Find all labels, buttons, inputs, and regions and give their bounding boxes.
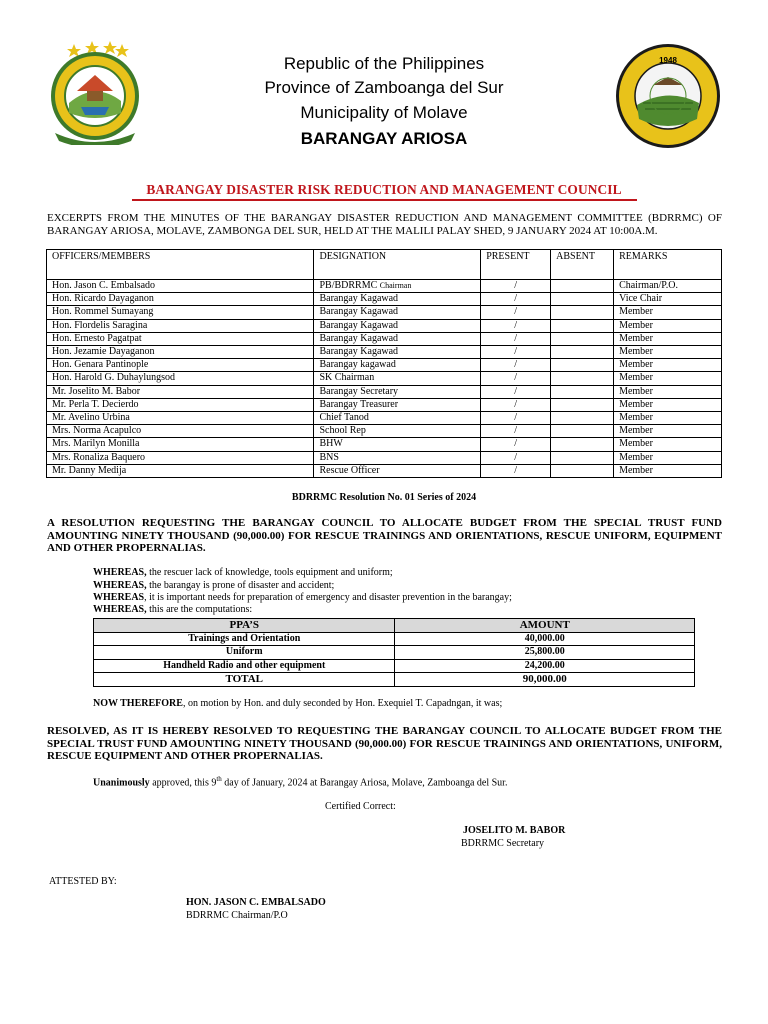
member-absent bbox=[551, 332, 614, 345]
member-name: Hon. Flordelis Saragina bbox=[47, 319, 314, 332]
total-label: TOTAL bbox=[94, 673, 395, 687]
certified-correct: Certified Correct: bbox=[325, 801, 396, 812]
member-absent bbox=[551, 385, 614, 398]
table-row bbox=[47, 359, 722, 372]
attendance-table bbox=[46, 249, 722, 478]
table-row bbox=[47, 372, 722, 385]
ppa-item: Trainings and Orientation bbox=[94, 632, 395, 646]
member-designation: PB/BDRRMC Chairman bbox=[314, 280, 481, 293]
computation-table bbox=[93, 618, 695, 687]
table-row bbox=[47, 332, 722, 345]
ppa-item: Uniform bbox=[94, 646, 395, 660]
member-name: Hon. Ricardo Dayaganon bbox=[47, 293, 314, 306]
member-name: Mr. Perla T. Decierdo bbox=[47, 398, 314, 411]
member-present: / bbox=[481, 372, 551, 385]
member-remarks: Member bbox=[614, 425, 722, 438]
table-row bbox=[47, 425, 722, 438]
member-absent bbox=[551, 412, 614, 425]
table-row bbox=[47, 319, 722, 332]
chairman-name: HON. JASON C. EMBALSADO bbox=[186, 897, 326, 908]
member-absent bbox=[551, 280, 614, 293]
member-present: / bbox=[481, 451, 551, 464]
member-absent bbox=[551, 293, 614, 306]
member-remarks: Member bbox=[614, 319, 722, 332]
member-remarks: Member bbox=[614, 451, 722, 464]
secretary-title: BDRRMC Secretary bbox=[461, 838, 545, 849]
member-absent bbox=[551, 346, 614, 359]
seal-year: 1948 bbox=[659, 56, 677, 65]
resolution-number: BDRRMC Resolution No. 01 Series of 2024 bbox=[291, 492, 477, 503]
title-divider bbox=[132, 199, 637, 201]
resolution-title: A RESOLUTION REQUESTING THE BARANGAY COUNCIL TO ALLOCATE BUDGET FROM THE SPECIAL TRUST FUND AMOUNTING NINETY THOUSAND (90,000.00) FOR RESCUE TRAININGS AND ORIENTATIONS, RESCUE UNIFORM, EQUIPMENT AND OTHER PROPERNALIAS. bbox=[47, 517, 722, 554]
member-present: / bbox=[481, 464, 551, 477]
now-therefore-clause: NOW THEREFORE, on motion by Hon. and duly seconded by Hon. Exequiel T. Capadngan, it was; bbox=[93, 698, 503, 709]
secretary-name: JOSELITO M. BABOR bbox=[463, 825, 566, 836]
member-present: / bbox=[481, 425, 551, 438]
member-designation: SK Chairman bbox=[314, 372, 481, 385]
member-present: / bbox=[481, 412, 551, 425]
member-remarks: Member bbox=[614, 346, 722, 359]
table-row bbox=[47, 385, 722, 398]
member-name: Mrs. Ronaliza Baquero bbox=[47, 451, 314, 464]
member-designation: Barangay kagawad bbox=[314, 359, 481, 372]
member-name: Hon. Ernesto Pagatpat bbox=[47, 332, 314, 345]
total-row bbox=[94, 673, 695, 687]
header-province: Province of Zamboanga del Sur bbox=[264, 78, 504, 97]
member-remarks: Member bbox=[614, 359, 722, 372]
member-absent bbox=[551, 359, 614, 372]
member-absent bbox=[551, 464, 614, 477]
ppa-amount: 40,000.00 bbox=[395, 632, 695, 646]
member-remarks: Chairman/P.O. bbox=[614, 280, 722, 293]
member-remarks: Member bbox=[614, 306, 722, 319]
col-present: PRESENT bbox=[481, 250, 551, 280]
header-municipality: Municipality of Molave bbox=[300, 103, 468, 122]
ppa-item: Handheld Radio and other equipment bbox=[94, 659, 395, 673]
table-row bbox=[47, 346, 722, 359]
member-designation: Barangay Secretary bbox=[314, 385, 481, 398]
table-row bbox=[47, 398, 722, 411]
member-name: Mrs. Marilyn Monilla bbox=[47, 438, 314, 451]
whereas-clause: WHEREAS, the rescuer lack of knowledge, tools equipment and uniform; bbox=[93, 567, 393, 578]
table-row bbox=[47, 280, 722, 293]
table-row bbox=[47, 412, 722, 425]
table-row bbox=[47, 451, 722, 464]
col-remarks: REMARKS bbox=[614, 250, 722, 280]
table-row bbox=[94, 646, 695, 660]
member-name: Hon. Genara Pantinople bbox=[47, 359, 314, 372]
member-designation: Barangay Kagawad bbox=[314, 293, 481, 306]
member-absent bbox=[551, 319, 614, 332]
member-absent bbox=[551, 372, 614, 385]
member-present: / bbox=[481, 398, 551, 411]
minutes-excerpt: EXCERPTS FROM THE MINUTES OF THE BARANGAY DISASTER REDUCTION AND MANAGEMENT COMMITTEE (BDRRMC) OF BARANGAY ARIOSA, MOLAVE, ZAMBONGA DEL SUR, HELD AT THE MALILI PALAY SHED, 9 JANUARY 2024 AT 10:00A.M. bbox=[47, 212, 722, 237]
member-present: / bbox=[481, 359, 551, 372]
member-present: / bbox=[481, 319, 551, 332]
resolved-clause: RESOLVED, AS IT IS HEREBY RESOLVED TO REQUESTING THE BARANGAY COUNCIL TO ALLOCATE BUDGET FROM THE SPECIAL TRUST FUND AMOUNTING NINETY THOUSAND (90,000.00) FOR RESCUE TRAININGS AND ORIENTATIONS, UNIFORM, RESCUE EQUIPMENT AND OTHER PROPERNALIAS. bbox=[47, 725, 722, 762]
member-present: / bbox=[481, 306, 551, 319]
member-present: / bbox=[481, 438, 551, 451]
whereas-clause: WHEREAS, it is important needs for preparation of emergency and disaster prevention in the barangay; bbox=[93, 592, 512, 603]
member-absent bbox=[551, 425, 614, 438]
council-title: BARANGAY DISASTER RISK REDUCTION AND MANAGEMENT COUNCIL bbox=[146, 182, 622, 197]
ppa-amount: 24,200.00 bbox=[395, 659, 695, 673]
member-name: Mr. Danny Medija bbox=[47, 464, 314, 477]
member-designation: Barangay Kagawad bbox=[314, 319, 481, 332]
table-row bbox=[47, 293, 722, 306]
member-absent bbox=[551, 438, 614, 451]
col-ppas: PPA’S bbox=[94, 619, 395, 633]
col-absent: ABSENT bbox=[551, 250, 614, 280]
col-amount: AMOUNT bbox=[395, 619, 695, 633]
member-present: / bbox=[481, 280, 551, 293]
chairman-title: BDRRMC Chairman/P.O bbox=[186, 910, 288, 921]
member-designation: Rescue Officer bbox=[314, 464, 481, 477]
member-present: / bbox=[481, 332, 551, 345]
whereas-clause: WHEREAS, the barangay is prone of disaster and accident; bbox=[93, 580, 335, 591]
approval-statement: Unanimously approved, this 9th day of January, 2024 at Barangay Ariosa, Molave, Zamboanga del Sur. bbox=[93, 775, 508, 789]
member-remarks: Member bbox=[614, 438, 722, 451]
ppa-amount: 25,800.00 bbox=[395, 646, 695, 660]
member-absent bbox=[551, 398, 614, 411]
member-name: Hon. Jezamie Dayaganon bbox=[47, 346, 314, 359]
table-row bbox=[47, 464, 722, 477]
member-name: Hon. Jason C. Embalsado bbox=[47, 280, 314, 293]
table-row bbox=[94, 632, 695, 646]
whereas-clause: WHEREAS, this are the computations: bbox=[93, 604, 253, 615]
member-remarks: Member bbox=[614, 464, 722, 477]
member-name: Mr. Avelino Urbina bbox=[47, 412, 314, 425]
member-designation: Barangay Kagawad bbox=[314, 346, 481, 359]
member-name: Hon. Rommel Sumayang bbox=[47, 306, 314, 319]
header-republic: Republic of the Philippines bbox=[283, 54, 485, 73]
member-name: Hon. Harold G. Duhaylungsod bbox=[47, 372, 314, 385]
member-designation: BNS bbox=[314, 451, 481, 464]
member-name: Mrs. Norma Acapulco bbox=[47, 425, 314, 438]
attested-by: ATTESTED BY: bbox=[49, 876, 117, 887]
member-absent bbox=[551, 306, 614, 319]
table-row bbox=[47, 306, 722, 319]
col-officers: OFFICERS/MEMBERS bbox=[47, 250, 314, 280]
table-row bbox=[94, 659, 695, 673]
header-barangay: BARANGAY ARIOSA bbox=[300, 129, 468, 148]
member-remarks: Vice Chair bbox=[614, 293, 722, 306]
attendance-header-row bbox=[47, 250, 722, 280]
member-designation: Barangay Kagawad bbox=[314, 332, 481, 345]
member-present: / bbox=[481, 346, 551, 359]
member-remarks: Member bbox=[614, 398, 722, 411]
table-row bbox=[47, 438, 722, 451]
member-present: / bbox=[481, 293, 551, 306]
member-remarks: Member bbox=[614, 412, 722, 425]
member-remarks: Member bbox=[614, 385, 722, 398]
member-present: / bbox=[481, 385, 551, 398]
member-designation: BHW bbox=[314, 438, 481, 451]
col-designation: DESIGNATION bbox=[314, 250, 481, 280]
member-designation: School Rep bbox=[314, 425, 481, 438]
member-remarks: Member bbox=[614, 332, 722, 345]
computation-header-row bbox=[94, 619, 695, 633]
member-designation: Barangay Treasurer bbox=[314, 398, 481, 411]
member-absent bbox=[551, 451, 614, 464]
member-name: Mr. Joselito M. Babor bbox=[47, 385, 314, 398]
member-designation: Chief Tanod bbox=[314, 412, 481, 425]
total-amount: 90,000.00 bbox=[395, 673, 695, 687]
member-remarks: Member bbox=[614, 372, 722, 385]
member-designation: Barangay Kagawad bbox=[314, 306, 481, 319]
